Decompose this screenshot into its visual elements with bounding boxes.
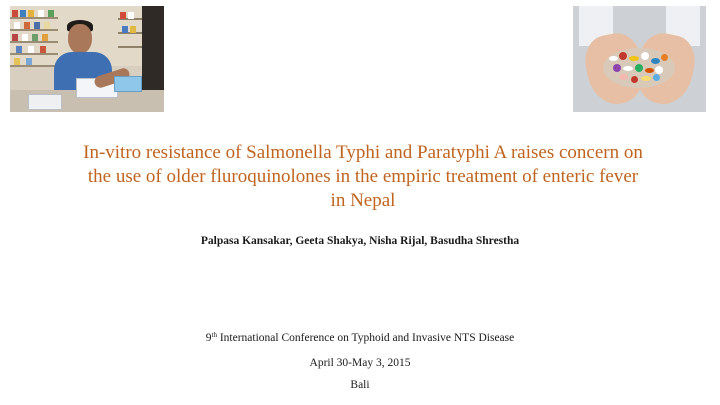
- medicine-box: [34, 22, 40, 29]
- pills-in-hands-photo: [573, 6, 706, 112]
- medicine-box: [28, 10, 34, 17]
- pill: [623, 66, 633, 71]
- conference-venue: Bali: [350, 379, 370, 391]
- medicine-box: [24, 22, 30, 29]
- pill: [641, 76, 651, 81]
- medicine-box: [120, 12, 126, 19]
- author-list: Palpasa Kansakar, Geeta Shakya, Nisha Rijal, Basudha Shrestha: [200, 235, 520, 247]
- pill: [613, 64, 621, 72]
- pharmacy-photo: [10, 6, 164, 112]
- conference-name: International Conference on Typhoid and Invasive NTS Disease: [216, 332, 515, 344]
- pill: [635, 64, 643, 72]
- medicine-box: [42, 34, 48, 41]
- conference-line: [60, 331, 660, 345]
- medicine-box: [44, 22, 50, 29]
- pill: [631, 76, 638, 83]
- medicine-box: [128, 12, 134, 19]
- pill: [655, 66, 663, 74]
- conference-ordinal-suffix: th: [211, 331, 217, 339]
- medicine-box: [122, 26, 128, 33]
- pill: [653, 74, 660, 81]
- medicine-box: [32, 34, 38, 41]
- pill: [651, 58, 660, 64]
- medicine-box: [14, 58, 20, 65]
- pharmacist-face: [68, 24, 92, 54]
- pill: [641, 52, 649, 60]
- medicine-box: [26, 58, 32, 65]
- pill: [661, 54, 668, 61]
- medicine-box: [12, 10, 18, 17]
- medicine-box: [20, 10, 26, 17]
- pill: [629, 56, 639, 61]
- medicine-box: [12, 34, 18, 41]
- pill: [609, 56, 618, 61]
- medicine-box: [40, 46, 46, 53]
- pill: [619, 52, 627, 60]
- medicine-box: [48, 10, 54, 17]
- conference-ordinal: 9: [205, 332, 212, 344]
- medicine-box: [38, 10, 44, 17]
- medicine-box: [28, 46, 34, 53]
- conference-dates: April 30-May 3, 2015: [309, 357, 411, 369]
- medicine-box: [14, 22, 20, 29]
- medicine-box: [22, 34, 28, 41]
- pill: [645, 68, 654, 73]
- medicine-pack: [114, 76, 142, 92]
- medicine-box: [16, 46, 22, 53]
- slide-title: In-vitro resistance of Salmonella Typhi and Paratyphi A raises concern on the use of older fluroquinolones in the empiric treatment of enteric fever in Nepal: [83, 142, 643, 211]
- pill: [619, 74, 628, 80]
- medicine-pack: [28, 94, 62, 110]
- medicine-box: [130, 26, 136, 33]
